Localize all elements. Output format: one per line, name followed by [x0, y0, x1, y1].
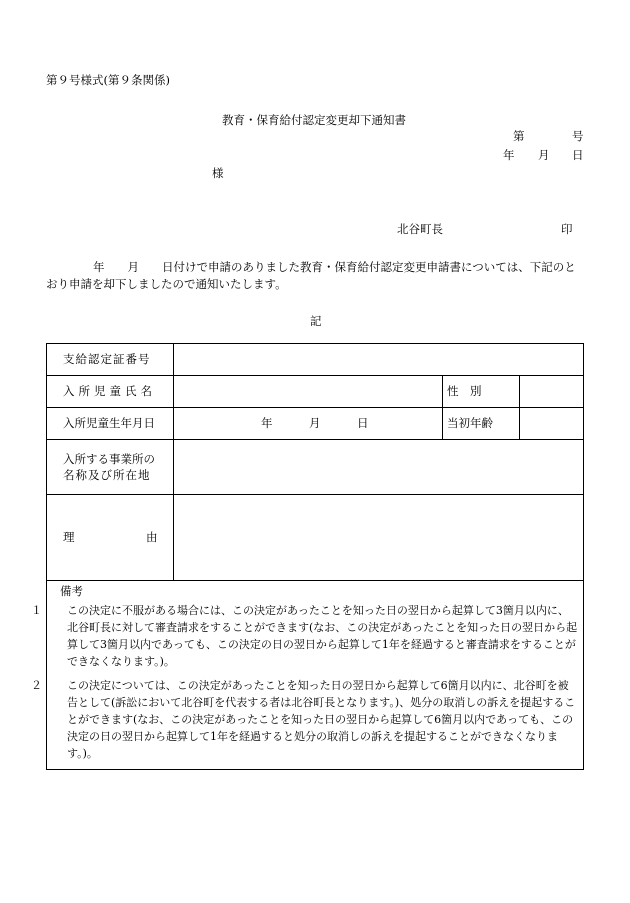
- date-day: 日: [572, 148, 584, 162]
- form-number: 第９号様式(第９条関係): [46, 73, 170, 87]
- note-number: １: [31, 604, 42, 617]
- label-column-divider: [173, 344, 174, 580]
- note-item-1: [31, 602, 579, 670]
- note-item-2: [31, 677, 579, 762]
- issuer-name: 北谷町長: [397, 222, 443, 236]
- details-table: [31, 343, 584, 770]
- row-divider: [47, 580, 583, 581]
- gender-column-divider: [442, 375, 443, 439]
- number-go: 号: [572, 129, 584, 143]
- initial-age-label: 当初年齢: [447, 416, 493, 430]
- date-month: 月: [538, 148, 550, 162]
- birthdate-month: 月: [309, 416, 321, 430]
- notes-heading: 備考: [60, 584, 83, 598]
- note-text: この決定については、この決定があったことを知った日の翌日から起算して6箇月以内に、北谷町を被告として(訴訟において北谷町を代表する者は北谷町長となります。)、処分の取消しの訴えを提起することができます(なお、この決定があったことを知った日の翌日から起算して6箇月以内であっても、この決定の日の翌日から起算して1年を経過すると処分の取消しの訴えを提起することができなくなります。)。: [67, 679, 576, 760]
- reason-label-left: 理: [63, 530, 75, 544]
- note-number: ２: [31, 679, 42, 692]
- addressee-suffix: 様: [212, 166, 224, 180]
- reason-label-right: 由: [146, 530, 158, 544]
- gender-value-divider: [519, 375, 520, 439]
- number-dai: 第: [513, 129, 525, 143]
- birthdate-label: 入所児童生年月日: [63, 416, 155, 430]
- seal-mark: 印: [561, 222, 573, 236]
- row-divider: [47, 494, 583, 495]
- gender-label: 性 別: [447, 384, 482, 398]
- note-text: この決定に不服がある場合には、この決定があったことを知った日の翌日から起算して3箇月以内に、北谷町長に対して審査請求をすることができます(なお、この決定があったことを知った日の翌日から起算して3箇月以内であっても、この決定の日の翌日から起算して1年を経過すると審査請求をすることができなくなります。)。: [67, 604, 578, 668]
- document-title: 教育・保育給付認定変更却下通知書: [222, 113, 406, 127]
- certificate-number-label: 支給認定証番号: [63, 352, 151, 366]
- row-divider: [47, 407, 583, 408]
- ki-mark: 記: [310, 314, 322, 328]
- facility-label-line1: 入所する事業所の: [63, 452, 155, 466]
- date-year: 年: [503, 148, 515, 162]
- row-divider: [47, 439, 583, 440]
- child-name-label: 入所児童氏名: [63, 384, 156, 398]
- birthdate-day: 日: [357, 416, 369, 430]
- birthdate-year: 年: [261, 416, 273, 430]
- row-divider: [47, 375, 583, 376]
- body-text-line1: 年 月 日付けで申請のありました教育・保育給付認定変更申請書については、下記のと: [93, 260, 576, 274]
- body-text-line2: おり申請を却下しましたので通知いたします。: [46, 277, 287, 291]
- facility-label-line2: 名称及び所在地: [63, 468, 151, 482]
